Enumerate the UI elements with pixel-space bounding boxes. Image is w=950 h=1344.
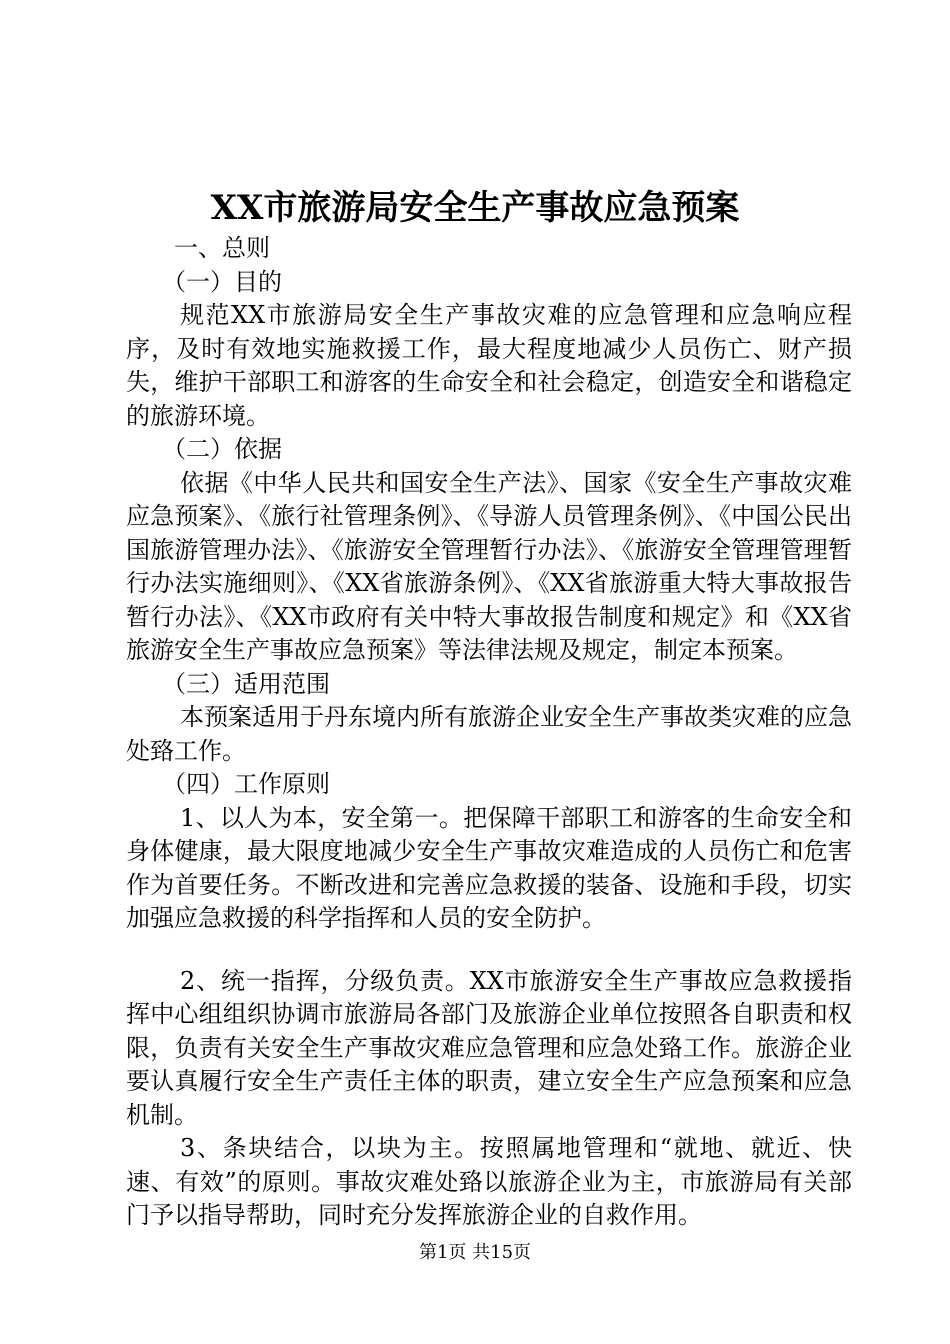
paragraph-principle-3: 3、条块结合，以块为主。按照属地管理和“就地、就近、快速、有效”的原则。事故灾难处臵以旅游企业为主，市旅游局有关部门予以指导帮助，同时充分发挥旅游企业的自救作用。 bbox=[126, 1134, 852, 1229]
paragraph-basis: 依据《中华人民共和国安全生产法》、国家《安全生产事故灾难应急预案》、《旅行社管理条例》、《导游人员管理条例》、《中国公民出国旅游管理办法》、《旅游安全管理暂行办法》、《旅游安全管理管理暂行办法实施细则》、《XX省旅游条例》、《XX省旅游重大特大事故报告暂行办法》、《XX市政府有关中特大事故报告制度和规定》和《XX省旅游安全生产事故应急预案》等法律法规及规定，制定本预案。 bbox=[126, 468, 852, 664]
subsection-heading-purpose: （一）目的 bbox=[162, 267, 282, 296]
subsection-heading-scope: （三）适用范围 bbox=[162, 669, 330, 698]
document-title: XX市旅游局安全生产事故应急预案 bbox=[210, 188, 740, 228]
paragraph-purpose: 规范XX市旅游局安全生产事故灾难的应急管理和应急响应程序，及时有效地实施救援工作，最大程度地减少人员伤亡、财产损失，维护干部职工和游客的生命安全和社会稳定，创造安全和谐稳定的旅游环境。 bbox=[126, 301, 852, 430]
subsection-heading-principles: （四）工作原则 bbox=[162, 770, 330, 798]
paragraph-scope: 本预案适用于丹东境内所有旅游企业安全生产事故类灾难的应急处臵工作。 bbox=[126, 703, 852, 765]
subsection-heading-basis: （二）依据 bbox=[162, 435, 282, 463]
section-heading-general: 一、总则 bbox=[174, 234, 270, 262]
document-body bbox=[126, 232, 852, 1233]
paragraph-principle-2: 2、统一指挥，分级负责。XX市旅游安全生产事故应急救援指挥中心组组织协调市旅游局各部门及旅游企业单位按照各自职责和权限，负责有关安全生产事故灾难应急管理和应急处臵工作。旅游企业要认真履行安全生产责任主体的职责，建立安全生产应急预案和应急机制。 bbox=[126, 966, 852, 1129]
page-number-footer: 第1页 共15页 bbox=[418, 1242, 532, 1263]
paragraph-principle-1: 1、以人为本，安全第一。把保障干部职工和游客的生命安全和身体健康，最大限度地减少安全生产事故灾难造成的人员伤亡和危害作为首要任务。不断改进和完善应急救援的装备、设施和手段，切实加强应急救援的科学指挥和人员的安全防护。 bbox=[126, 803, 852, 932]
